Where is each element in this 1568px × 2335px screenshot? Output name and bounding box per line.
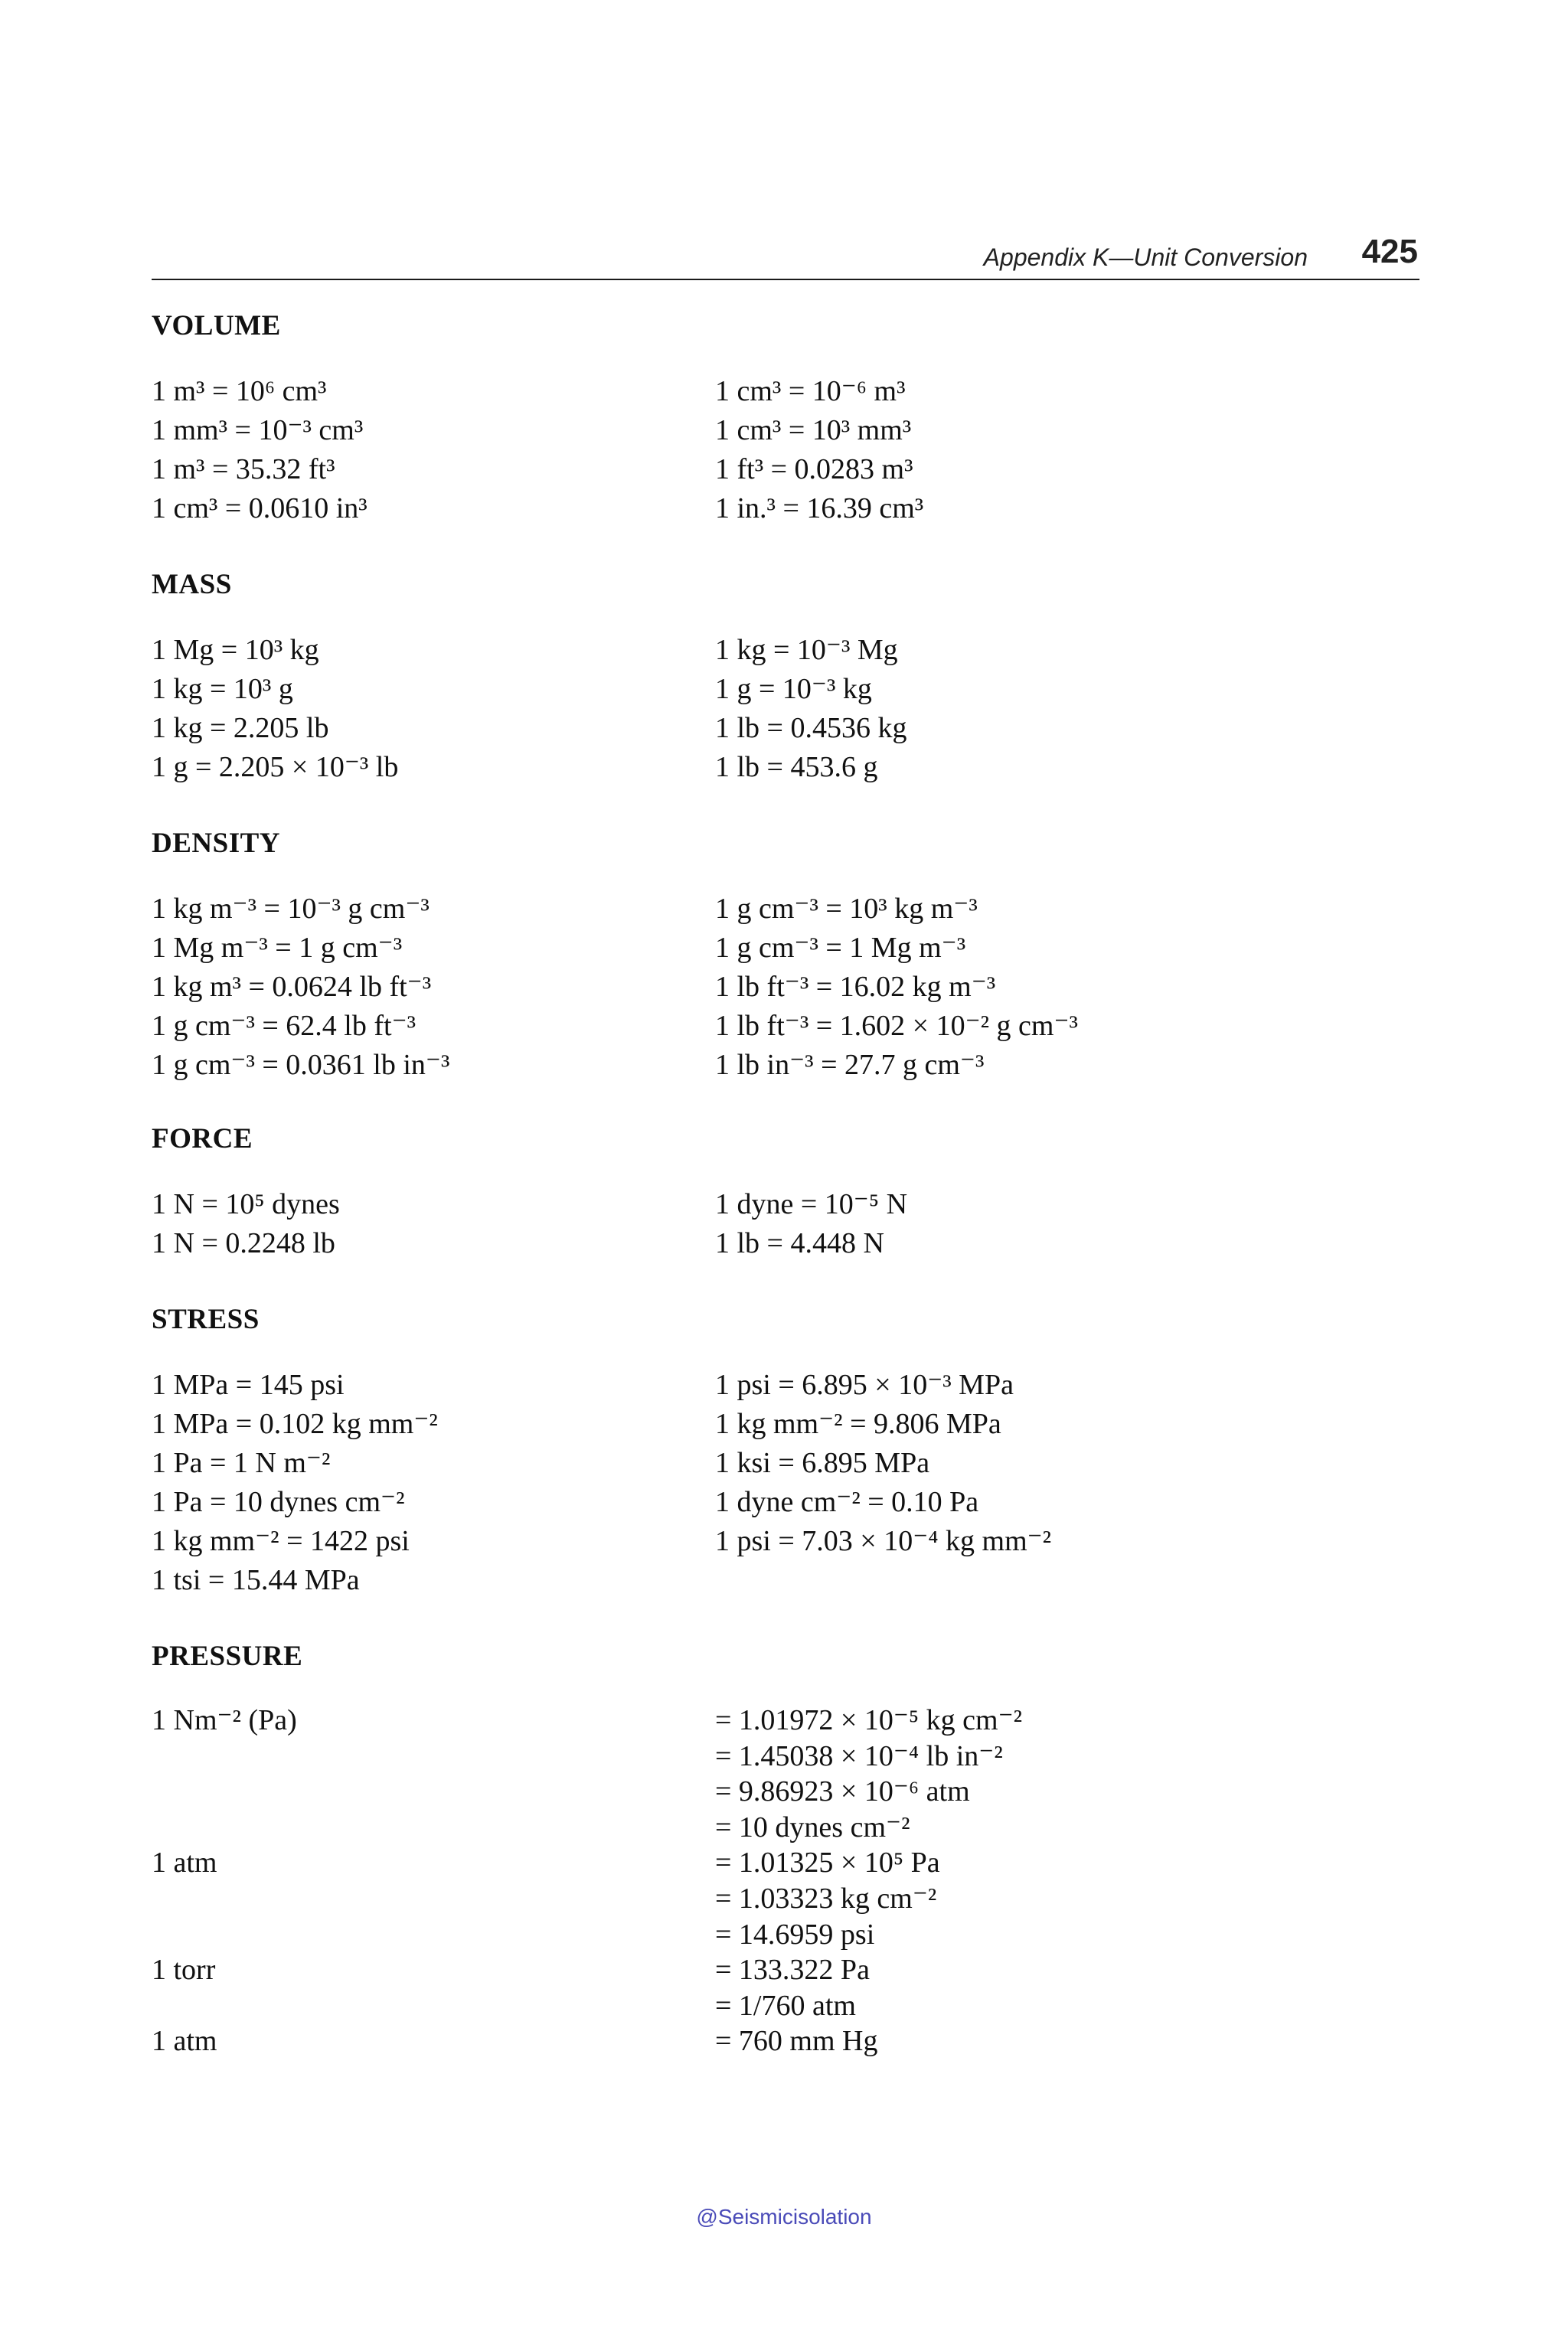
conversion-right: = 14.6959 psi <box>715 1918 875 1951</box>
watermark: @Seismicisolation <box>696 2205 872 2229</box>
conversion-row <box>152 1561 1419 1600</box>
conversion-list <box>152 1366 1419 1600</box>
conversion-list <box>152 890 1419 1085</box>
running-title: Appendix K—Unit Conversion <box>983 243 1308 271</box>
conversion-row <box>152 1224 1419 1263</box>
conversion-row <box>152 1774 1419 1810</box>
section-title: PRESSURE <box>152 1641 303 1672</box>
conversion-left: 1 Pa = 10 dynes cm⁻² <box>152 1486 405 1518</box>
conversion-row <box>152 411 1419 450</box>
conversion-row <box>152 1952 1419 1988</box>
conversion-row <box>152 1810 1419 1846</box>
conversion-row <box>152 1881 1419 1917</box>
conversion-left: 1 kg = 2.205 lb <box>152 712 329 744</box>
conversion-row <box>152 450 1419 489</box>
conversion-right: 1 lb ft⁻³ = 16.02 kg m⁻³ <box>715 971 996 1003</box>
section-title: DENSITY <box>152 828 280 859</box>
conversion-list <box>152 1185 1419 1263</box>
conversion-left: 1 g cm⁻³ = 62.4 lb ft⁻³ <box>152 1010 416 1042</box>
conversion-right: 1 dyne = 10⁻⁵ N <box>715 1188 908 1220</box>
conversion-right: 1 psi = 6.895 × 10⁻³ MPa <box>715 1369 1014 1401</box>
conversion-row <box>152 1444 1419 1483</box>
conversion-left: 1 kg mm⁻² = 1422 psi <box>152 1525 410 1557</box>
section-force <box>152 1116 1419 1263</box>
conversion-list <box>152 631 1419 787</box>
page-number: 425 <box>1361 233 1418 270</box>
conversion-row <box>152 631 1419 670</box>
section-title: STRESS <box>152 1304 260 1335</box>
section-title: VOLUME <box>152 310 281 341</box>
conversion-list <box>152 372 1419 528</box>
conversion-left: 1 Mg m⁻³ = 1 g cm⁻³ <box>152 932 403 964</box>
conversion-row <box>152 929 1419 968</box>
section-title: MASS <box>152 569 232 600</box>
conversion-row <box>152 1739 1419 1775</box>
page-header <box>152 227 1419 280</box>
conversion-left: 1 N = 0.2248 lb <box>152 1227 335 1259</box>
section-mass <box>152 562 1419 787</box>
conversion-right: = 760 mm Hg <box>715 2025 878 2058</box>
conversion-right: 1 kg mm⁻² = 9.806 MPa <box>715 1408 1001 1440</box>
conversion-right: 1 ft³ = 0.0283 m³ <box>715 453 913 485</box>
conversion-row <box>152 1366 1419 1405</box>
conversion-left: 1 atm <box>152 2025 217 2058</box>
conversion-right: 1 lb = 4.448 N <box>715 1227 884 1259</box>
conversion-left: 1 atm <box>152 1847 217 1879</box>
conversion-left: 1 Nm⁻² (Pa) <box>152 1704 297 1736</box>
conversion-right: 1 g cm⁻³ = 1 Mg m⁻³ <box>715 932 966 964</box>
conversion-left: 1 g = 2.205 × 10⁻³ lb <box>152 751 399 783</box>
conversion-right: = 1/760 atm <box>715 1989 856 2022</box>
conversion-row <box>152 1007 1419 1046</box>
conversion-right: 1 lb = 453.6 g <box>715 751 878 783</box>
conversion-right: 1 psi = 7.03 × 10⁻⁴ kg mm⁻² <box>715 1525 1052 1557</box>
conversion-right: = 1.01325 × 10⁵ Pa <box>715 1847 940 1879</box>
conversion-left: 1 MPa = 145 psi <box>152 1369 345 1401</box>
conversion-left: 1 tsi = 15.44 MPa <box>152 1564 360 1596</box>
conversion-right: 1 g = 10⁻³ kg <box>715 673 872 705</box>
section-density <box>152 821 1419 1085</box>
section-title: FORCE <box>152 1123 253 1154</box>
conversion-left: 1 kg m³ = 0.0624 lb ft⁻³ <box>152 971 432 1003</box>
conversion-left: 1 kg m⁻³ = 10⁻³ g cm⁻³ <box>152 893 430 925</box>
conversion-row <box>152 2023 1419 2059</box>
conversion-row <box>152 1185 1419 1224</box>
section-volume <box>152 303 1419 528</box>
conversion-left: 1 Pa = 1 N m⁻² <box>152 1447 331 1479</box>
conversion-row <box>152 709 1419 748</box>
section-stress <box>152 1297 1419 1600</box>
conversion-left: 1 torr <box>152 1954 216 1987</box>
conversion-right: = 1.03323 kg cm⁻² <box>715 1882 937 1915</box>
conversion-right: 1 g cm⁻³ = 10³ kg m⁻³ <box>715 893 978 925</box>
conversion-right: 1 lb in⁻³ = 27.7 g cm⁻³ <box>715 1049 985 1081</box>
conversion-row <box>152 748 1419 787</box>
conversion-row <box>152 1483 1419 1522</box>
conversion-row <box>152 1046 1419 1085</box>
conversion-right: = 9.86923 × 10⁻⁶ atm <box>715 1775 970 1808</box>
conversion-row <box>152 1917 1419 1953</box>
conversion-right: = 133.322 Pa <box>715 1954 870 1987</box>
conversion-right: 1 dyne cm⁻² = 0.10 Pa <box>715 1486 979 1518</box>
conversion-left: 1 cm³ = 0.0610 in³ <box>152 492 368 524</box>
conversion-left: 1 mm³ = 10⁻³ cm³ <box>152 414 364 446</box>
conversion-right: 1 cm³ = 10⁻⁶ m³ <box>715 375 906 407</box>
conversion-right: 1 lb = 0.4536 kg <box>715 712 907 744</box>
conversion-right: = 1.45038 × 10⁻⁴ lb in⁻² <box>715 1739 1003 1772</box>
conversion-right: 1 ksi = 6.895 MPa <box>715 1447 930 1479</box>
conversion-right: 1 in.³ = 16.39 cm³ <box>715 492 924 524</box>
conversion-left: 1 kg = 10³ g <box>152 673 293 705</box>
conversion-row <box>152 372 1419 411</box>
conversion-row <box>152 1405 1419 1444</box>
conversion-left: 1 m³ = 35.32 ft³ <box>152 453 335 485</box>
conversion-right: = 10 dynes cm⁻² <box>715 1811 910 1844</box>
conversion-row <box>152 1703 1419 1739</box>
conversion-left: 1 g cm⁻³ = 0.0361 lb in⁻³ <box>152 1049 450 1081</box>
conversion-row <box>152 1845 1419 1881</box>
conversion-right: = 1.01972 × 10⁻⁵ kg cm⁻² <box>715 1704 1023 1736</box>
section-pressure <box>152 1634 1419 2059</box>
conversion-left: 1 m³ = 10⁶ cm³ <box>152 375 327 407</box>
conversion-right: 1 kg = 10⁻³ Mg <box>715 634 898 666</box>
conversion-left: 1 Mg = 10³ kg <box>152 634 319 666</box>
conversion-row <box>152 890 1419 929</box>
conversion-list <box>152 1703 1419 2059</box>
conversion-row <box>152 489 1419 528</box>
conversion-row <box>152 1522 1419 1561</box>
conversion-row <box>152 670 1419 709</box>
conversion-right: 1 lb ft⁻³ = 1.602 × 10⁻² g cm⁻³ <box>715 1010 1078 1042</box>
conversion-row <box>152 968 1419 1007</box>
conversion-left: 1 MPa = 0.102 kg mm⁻² <box>152 1408 438 1440</box>
conversion-left: 1 N = 10⁵ dynes <box>152 1188 340 1220</box>
conversion-right: 1 cm³ = 10³ mm³ <box>715 414 912 446</box>
conversion-row <box>152 1988 1419 2024</box>
